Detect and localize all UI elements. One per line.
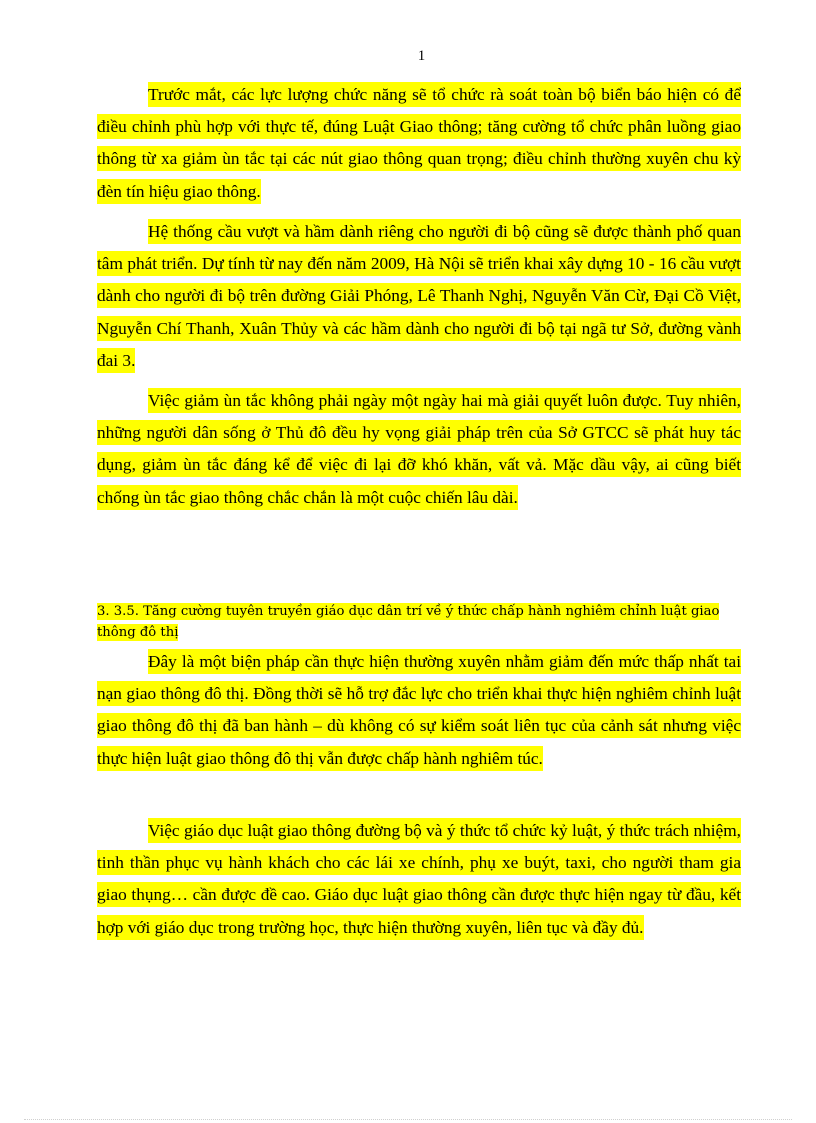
page-number: 1 [417, 48, 426, 64]
section-paragraph-2 [97, 815, 741, 944]
section-heading [97, 601, 741, 643]
body-paragraph-1 [97, 79, 741, 208]
highlighted-text: Việc giảm ùn tắc không phải ngày một ngày hai mà giải quyết luôn được. Tuy nhiên, những người dân sống ở Thủ đô đều hy vọng giải pháp trên của Sở GTCC sẽ phát huy tác dụng, giảm ùn tắc đáng kể để việc đi lại đỡ khó khăn, vất vả. Mặc dầu vậy, ai cũng biết chống ùn tắc giao thông chắc chắn là một cuộc chiến lâu dài. [97, 388, 741, 510]
highlighted-text: Việc giáo dục luật giao thông đường bộ và ý thức tổ chức kỷ luật, ý thức trách nhiệm, tinh thần phục vụ hành khách cho các lái xe chính, phụ xe buýt, taxi, cho người tham gia giao thụng… cần được đề cao. Giáo dục luật giao thông cần được thực hiện ngay từ đầu, kết hợp với giáo dục trong trường học, thực hiện thường xuyên, liên tục và đầy đủ. [97, 818, 741, 940]
section-heading-text: 3. 3.5. Tăng cường tuyên truyền giáo dục dân trí về ý thức chấp hành nghiêm chỉnh luật giao thông đô thị [97, 604, 720, 640]
highlighted-text: Đây là một biện pháp cần thực hiện thường xuyên nhằm giảm đến mức thấp nhất tai nạn giao thông đô thị. Đồng thời sẽ hỗ trợ đắc lực cho triển khai thực hiện nghiêm chỉnh luật giao thông đô thị đã ban hành – dù không có sự kiểm soát liên tục của cảnh sát nhưng việc thực hiện luật giao thông đô thị vẫn được chấp hành nghiêm túc. [97, 649, 741, 771]
highlighted-text: Hệ thống cầu vượt và hầm dành riêng cho người đi bộ cũng sẽ được thành phố quan tâm phát triển. Dự tính từ nay đến năm 2009, Hà Nội sẽ triển khai xây dựng 10 - 16 cầu vượt dành cho người đi bộ trên đường Giải Phóng, Lê Thanh Nghị, Nguyễn Văn Cừ, Đại Cồ Việt, Nguyễn Chí Thanh, Xuân Thủy và các hầm dành cho người đi bộ tại ngã tư Sở, đường vành đai 3. [97, 219, 741, 373]
body-paragraph-3 [97, 385, 741, 514]
highlighted-text: Trước mắt, các lực lượng chức năng sẽ tổ chức rà soát toàn bộ biển báo hiện có để điều chỉnh phù hợp với thực tế, đúng Luật Giao thông; tăng cường tổ chức phân luồng giao thông từ xa giảm ùn tắc tại các nút giao thông quan trọng; điều chỉnh thường xuyên chu kỳ đèn tín hiệu giao thông. [97, 82, 741, 204]
page-bottom-border [24, 1119, 792, 1120]
section-paragraph-1 [97, 646, 741, 775]
body-paragraph-2 [97, 216, 741, 377]
